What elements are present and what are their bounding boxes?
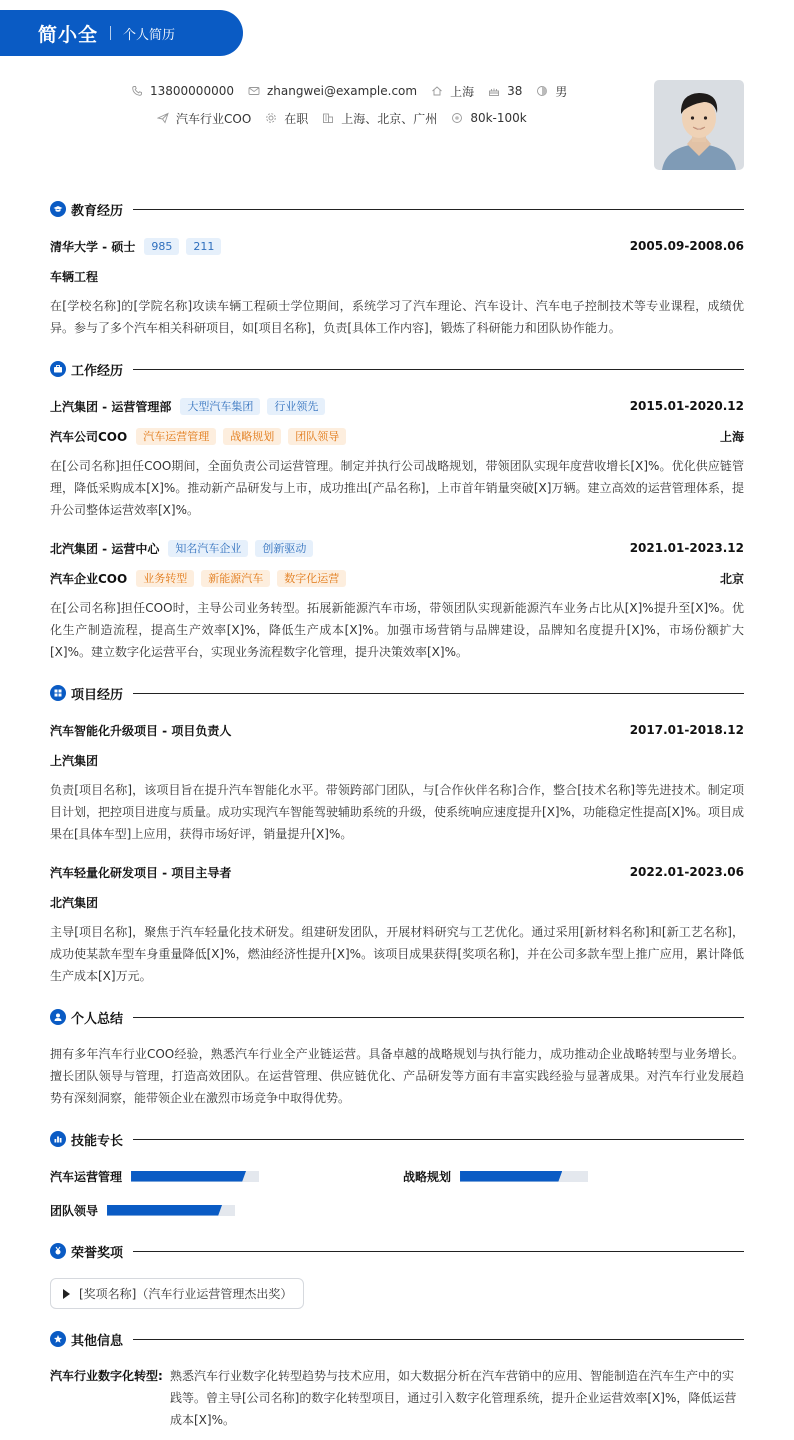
mail-icon (248, 85, 260, 97)
gender-icon (536, 85, 548, 97)
job-title: 汽车企业COO (50, 571, 128, 586)
section-title: 项目经历 (71, 687, 124, 703)
age-item (488, 84, 522, 98)
skill-item (403, 1167, 588, 1185)
resume-subtitle: 个人简历 (123, 27, 176, 43)
coin-icon (451, 112, 463, 124)
position-item (157, 110, 251, 127)
project-header (50, 863, 744, 881)
work-location: 上海 (719, 429, 744, 444)
school-tag: 211 (186, 238, 221, 255)
company-tags (159, 540, 313, 557)
section-divider (133, 1139, 744, 1140)
major: 车辆工程 (50, 269, 99, 284)
phone-item (131, 84, 234, 98)
section-divider (133, 1251, 744, 1252)
award-item[interactable] (50, 1278, 304, 1309)
work-description: 在[公司名称]担任COO时，主导公司业务转型。拓展新能源汽车市场，带领团队实现新能源汽车业务占比从[X]%提升至[X]%。优化生产制造流程，提高生产效率[X]%，降低生产成本[X]%。加强市场营销与品牌建设，品牌知名度提升[X]%，市场份额扩大[X]%。建立数字化运营平台，实现业务流程数字化管理，提升决策效率[X]%。 (50, 601, 744, 659)
section-divider (133, 1017, 744, 1018)
status-item (265, 110, 308, 127)
project-org: 上汽集团 (50, 753, 99, 768)
skill-bar-track (131, 1171, 259, 1182)
section-divider (133, 369, 744, 370)
skill-name: 汽车运营管理 (50, 1169, 123, 1184)
bar-chart-icon (50, 1131, 66, 1147)
company-name: 北汽集团 - 运营中心 (50, 541, 160, 556)
other-info-label: 汽车行业数字化转型: (50, 1369, 163, 1383)
section-projects (50, 684, 744, 702)
project-name: 汽车智能化升级项目 - 项目负责人 (50, 723, 232, 738)
home-icon (431, 85, 443, 97)
company-tag: 知名汽车企业 (168, 540, 248, 557)
building-icon (322, 112, 334, 124)
skill-item (50, 1201, 235, 1219)
email-item (248, 84, 417, 98)
age-value: 38 (507, 84, 523, 98)
job-tags (127, 428, 346, 445)
phone-value: 13800000000 (150, 84, 234, 98)
star-badge-icon (50, 1331, 66, 1347)
school-tags (135, 238, 221, 255)
banner-divider (110, 26, 111, 40)
name-banner (0, 10, 243, 56)
skill-bar-track (107, 1205, 235, 1216)
city-item (431, 83, 474, 100)
section-work (50, 360, 744, 378)
briefcase-icon (50, 361, 66, 377)
job-tag: 新能源汽车 (201, 570, 270, 587)
job-tag: 业务转型 (136, 570, 194, 587)
gear-icon (265, 112, 277, 124)
expand-triangle-icon[interactable] (63, 1289, 70, 1299)
section-awards (50, 1242, 744, 1260)
company-tag: 创新驱动 (255, 540, 313, 557)
section-title: 其他信息 (71, 1333, 124, 1349)
send-icon (157, 112, 169, 124)
other-info-value: 熟悉汽车行业数字化转型趋势与技术应用，如大数据分析在汽车营销中的应用、智能制造在汽车生产中的实践等。曾主导[公司名称]的数字化转型项目，通过引入数字化管理系统，提升企业运营效率[X]%，降低运营成本[X]%。 (170, 1369, 737, 1427)
user-icon (50, 1009, 66, 1025)
company-tag: 行业领先 (267, 398, 325, 415)
award-name: [奖项名称]（汽车行业运营管理杰出奖） (79, 1287, 293, 1301)
cake-icon (488, 85, 500, 97)
project-description: 负责[项目名称]，该项目旨在提升汽车智能化水平。带领跨部门团队，与[合作伙伴名称]合作，整合[技术名称]等先进技术。制定项目计划，把控项目进度与质量。成功实现汽车智能驾驶辅助系统的升级，使系统响应速度提升[X]%，功能稳定性提高[X]%。项目成果在[具体车型]上应用，获得市场好评，销量提升[X]%。 (50, 783, 744, 841)
job-tag: 战略规划 (223, 428, 281, 445)
job-tag: 数字化运营 (277, 570, 346, 587)
status-value: 在职 (284, 111, 309, 126)
section-education (50, 200, 744, 218)
project-header (50, 721, 744, 739)
project-description: 主导[项目名称]，聚焦于汽车轻量化技术研发。组建研发团队，开展材料研究与工艺优化。通过采用[新材料名称]和[新工艺名称]，成功使某款车型车身重量降低[X]%，燃油经济性提升[X]%。该项目成果获得[奖项名称]，并在公司多款车型上推广应用，累计降低生产成本[X]万元。 (50, 925, 744, 983)
skill-name: 团队领导 (50, 1203, 99, 1218)
email-value: zhangwei@example.com (266, 84, 418, 98)
work-company-row (50, 539, 744, 557)
skill-item (50, 1167, 259, 1185)
section-other (50, 1330, 744, 1348)
job-tag: 团队领导 (288, 428, 346, 445)
project-name: 汽车轻量化研发项目 - 项目主导者 (50, 865, 232, 880)
target-city-item (322, 110, 437, 127)
project-date: 2022.01-2023.06 (629, 865, 744, 879)
salary-value: 80k-100k (470, 111, 527, 125)
graduation-cap-icon (50, 201, 66, 217)
city-value: 上海 (450, 84, 475, 99)
medal-icon (50, 1243, 66, 1259)
work-date: 2015.01-2020.12 (629, 399, 744, 413)
contact-row-1 (131, 82, 581, 100)
phone-icon (131, 85, 143, 97)
profile-photo (654, 80, 744, 170)
candidate-name: 简小全 (38, 23, 99, 46)
skill-name: 战略规划 (403, 1169, 452, 1184)
project-org: 北汽集团 (50, 895, 99, 910)
section-title: 个人总结 (71, 1011, 124, 1027)
grid-icon (50, 685, 66, 701)
work-description: 在[公司名称]担任COO期间，全面负责公司运营管理。制定并执行公司战略规划，带领团队实现年度营收增长[X]%。优化供应链管理，降低采购成本[X]%。推动新产品研发与上市，成功推出[产品名称]，上市首年销量突破[X]万辆。建立高效的运营管理体系，提升公司整体运营效率[X]%。 (50, 459, 744, 517)
job-tags (127, 570, 346, 587)
education-date: 2005.09-2008.06 (629, 239, 744, 253)
work-title-row (50, 427, 744, 445)
other-info-item (50, 1364, 744, 1431)
job-title: 汽车公司COO (50, 429, 128, 444)
gender-value: 男 (555, 84, 568, 99)
education-description: 在[学校名称]的[学院名称]攻读车辆工程硕士学位期间，系统学习了汽车理论、汽车设计、汽车电子控制技术等专业课程，成绩优异。参与了多个汽车相关科研项目，如[项目名称]，负责[具体工作内容]，锻炼了科研能力和团队协作能力。 (50, 299, 744, 335)
work-location: 北京 (719, 571, 744, 586)
project-org-row (50, 893, 744, 911)
company-tags (171, 398, 325, 415)
contact-row-2 (157, 109, 541, 127)
work-date: 2021.01-2023.12 (629, 541, 744, 555)
skill-bar-fill (131, 1171, 246, 1182)
company-name: 上汽集团 - 运营管理部 (50, 399, 172, 414)
salary-item (451, 111, 526, 125)
company-tag: 大型汽车集团 (180, 398, 260, 415)
section-divider (133, 209, 744, 210)
work-title-row (50, 569, 744, 587)
section-summary (50, 1008, 744, 1026)
section-skills (50, 1130, 744, 1148)
project-date: 2017.01-2018.12 (629, 723, 744, 737)
project-org-row (50, 751, 744, 769)
section-divider (133, 693, 744, 694)
skill-bar-fill (107, 1205, 222, 1216)
position-value: 汽车行业COO (176, 111, 252, 126)
education-major-row (50, 267, 744, 285)
target-city-value: 上海、北京、广州 (341, 111, 438, 126)
school-name: 清华大学 - 硕士 (50, 239, 136, 254)
section-title: 工作经历 (71, 363, 124, 379)
summary-text: 拥有多年汽车行业COO经验，熟悉汽车行业全产业链运营。具备卓越的战略规划与执行能力，成功推动企业战略转型与业务增长。擅长团队领导与管理，打造高效团队。在运营管理、供应链优化、产品研发等方面有丰富实践经验与显著成果。对汽车行业发展趋势有深刻洞察，能带领企业在激烈市场竞争中取得优势。 (50, 1047, 744, 1105)
education-header (50, 237, 744, 255)
section-title: 荣誉奖项 (71, 1245, 124, 1261)
section-title: 教育经历 (71, 203, 124, 219)
section-divider (133, 1339, 744, 1340)
gender-item (536, 83, 567, 100)
skill-bar-track (460, 1171, 588, 1182)
skill-bar-fill (460, 1171, 562, 1182)
school-tag: 985 (144, 238, 179, 255)
section-title: 技能专长 (71, 1133, 124, 1149)
work-company-row (50, 397, 744, 415)
job-tag: 汽车运营管理 (136, 428, 216, 445)
